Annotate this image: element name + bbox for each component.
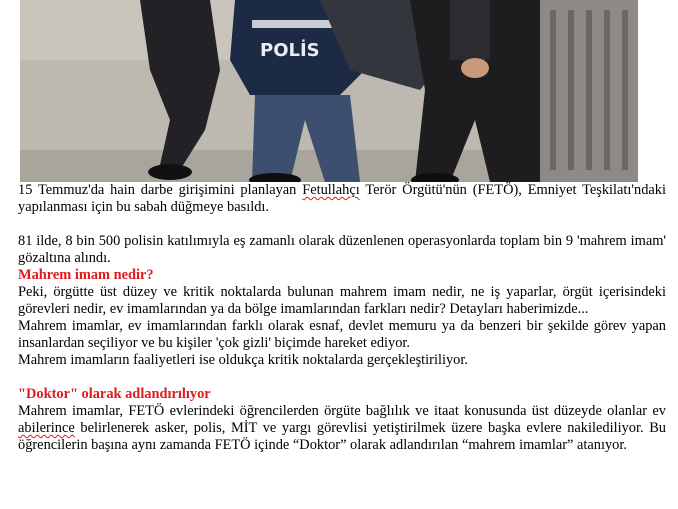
heading-doktor: "Doktor" olarak adlandırılıyor [18,386,211,402]
paragraph-faaliyetler: Mahrem imamların faaliyetleri ise oldukça kritik noktalarda gerçekleştiriliyor. [18,352,468,368]
paragraph-question: Peki, örgütte üst düzey ve kritik noktalarda bulunan mahrem imam nedir, ne iş yaparlar, örgüt içerisindeki görevleri nedir, ev imamlarından ya da bölge imamlarından farkları nedir? Detayları haberimizde... [18,284,666,317]
paragraph-text: Mahrem imamlar, FETÖ evlerindeki öğrencilerden örgüte bağlılık ve itaat konusunda üst düzeyde olanlar ev [18,403,666,419]
paragraph-doktor [18,403,666,454]
svg-text:POLİS: POLİS [260,40,320,61]
heading-mahrem-imam: Mahrem imam nedir? [18,267,154,283]
paragraph-text: 15 Temmuz'da hain darbe girişimini planlayan [18,182,303,198]
blank-line [18,369,666,386]
blank-line [18,216,666,233]
paragraph-mahrem-imamlar: Mahrem imamlar, ev imamlarından farklı olarak esnaf, devlet memuru ya da benzeri bir şekilde görev yapan insanlardan seçiliyor ve bu kişiler 'çok gizli' biçimde hareket ediyor. [18,318,666,351]
spellcheck-word: abilerince [18,420,75,436]
paragraph-intro [18,182,666,216]
paragraph-operation: 81 ilde, 8 bin 500 polisin katılımıyla eş zamanlı olarak düzenlenen operasyonlarda toplam bin 9 'mahrem imam' gözaltına alındı. [18,233,666,266]
spellcheck-word: Fetullahçı [302,182,360,198]
news-photo [20,0,638,182]
paragraph-text: Terör Örgütü'nün (FETÖ), Emniyet Teşkilatı'ndaki yapılanması için bu sabah düğmeye basıldı. [18,182,666,215]
paragraph-text: belirlenerek asker, polis, MİT ve yargı görevlisi yetiştirilmek üzere başka evlere nakilediliyor. Bu öğrencilerin başına aynı zamanda FETÖ içinde “Doktor” olarak adlandırılan “mahrem imamlar” atanıyor. [18,420,666,453]
article-body [18,182,666,454]
police-arrest-photo-icon [20,0,638,182]
